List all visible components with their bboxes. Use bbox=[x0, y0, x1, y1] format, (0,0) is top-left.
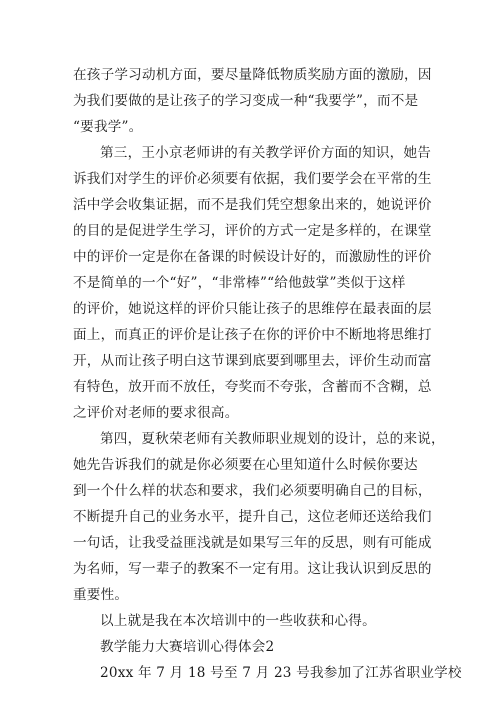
body-line-18: 不断提升自己的业务水平，提升自己，这位老师还送给我们 bbox=[73, 509, 432, 525]
body-line-5: 诉我们对学生的评价必须要有依据，我们要学会在平常的生 bbox=[73, 171, 432, 187]
body-line-1: 在孩子学习动机方面，要尽量降低物质奖励方面的激励，因 bbox=[73, 67, 432, 83]
body-line-7: 的目的是促进学生学习，评价的方式一定是多样的，在课堂 bbox=[73, 223, 432, 239]
section-heading: 教学能力大赛培训心得体会2 bbox=[100, 639, 275, 655]
body-line-3: “要我学”。 bbox=[73, 119, 143, 135]
body-line-10: 的评价，她说这样的评价只能让孩子的思维停在最表面的层 bbox=[73, 301, 432, 317]
body-line-17: 到一个什么样的状态和要求，我们必须要明确自己的目标， bbox=[73, 483, 432, 499]
body-line-2: 为我们要做的是让孩子的学习变成一种“我要学”，而不是 bbox=[73, 93, 419, 109]
body-line-21: 重要性。 bbox=[73, 587, 129, 603]
section-first-line: 20xx 年 7 月 18 号至 7 月 23 号我参加了江苏省职业学校 bbox=[100, 665, 462, 681]
body-line-13: 有特色，放开而不放任，夸奖而不夸张，含蓄而不含糊，总 bbox=[73, 379, 432, 395]
closing-line: 以上就是我在本次培训中的一些收获和心得。 bbox=[100, 613, 376, 629]
body-line-12: 开，从而让孩子明白这节课到底要到哪里去，评价生动而富 bbox=[73, 353, 432, 369]
body-line-11: 面上，而真正的评价是让孩子在你的评价中不断地将思维打 bbox=[73, 327, 432, 343]
body-line-8: 中的评价一定是你在备课的时候设计好的，而激励性的评价 bbox=[73, 249, 432, 265]
body-line-19: 一句话，让我受益匪浅就是如果写三年的反思，则有可能成 bbox=[73, 535, 432, 551]
body-line-9: 不是简单的一个“好”，“非常棒”“给他鼓掌”类似于这样 bbox=[73, 275, 406, 291]
body-line-16: 她先告诉我们的就是你必须要在心里知道什么时候你要达 bbox=[73, 457, 418, 473]
body-line-20: 为名师，写一辈子的教案不一定有用。这让我认识到反思的 bbox=[73, 561, 432, 577]
body-line-6: 活中学会收集证据，而不是我们凭空想象出来的，她说评价 bbox=[73, 197, 432, 213]
paragraph-4-first-line: 第四，夏秋荣老师有关教师职业规划的设计，总的来说， bbox=[100, 431, 445, 447]
body-line-14: 之评价对老师的要求很高。 bbox=[73, 405, 239, 421]
paragraph-3-first-line: 第三，王小京老师讲的有关教学评价方面的知识，她告 bbox=[100, 145, 432, 161]
